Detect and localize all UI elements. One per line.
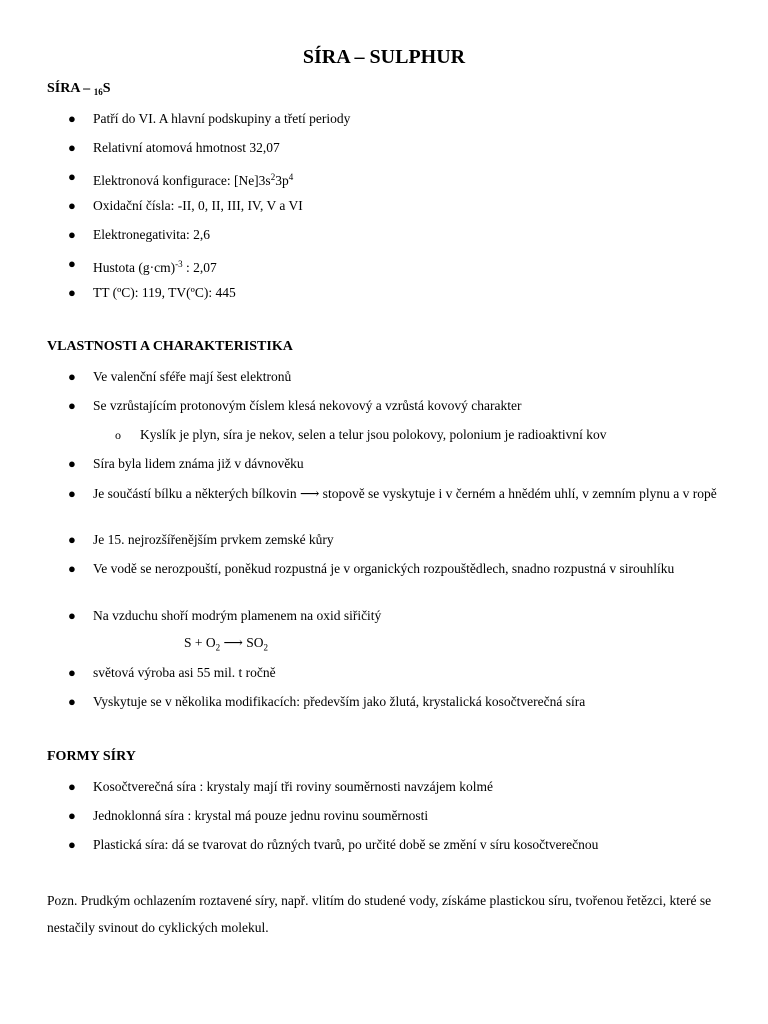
list-item: ● Je součástí bílku a některých bílkovin ⟶ stopově se vyskytuje i v černém a hnědém uhlí, v zemním plynu a v ropě	[68, 486, 717, 501]
list-item: ● Patří do VI. A hlavní podskupiny a třetí periody	[68, 111, 351, 126]
list-item: ● Kosočtverečná síra : krystaly mají tři roviny souměrnosti navzájem kolmé	[68, 779, 494, 794]
list-item: ● Vyskytuje se v několika modifikacích: především jako žlutá, krystalická kosočtverečná síra	[68, 694, 586, 709]
bullet-icon: ●	[68, 561, 76, 576]
bullet-icon: ●	[68, 227, 76, 242]
bullet-icon: ●	[68, 694, 76, 709]
list-item: ● Ve vodě se nerozpouští, poněkud rozpustná je v organických rozpouštědlech, snadno rozpustná v sirouhlíku	[68, 561, 675, 576]
bullet-icon: ●	[68, 398, 76, 413]
bullet-icon: ●	[68, 140, 76, 155]
list-item: ● TT (ºC): 119, TV(ºC): 445	[68, 285, 236, 300]
list-item: ● Na vzduchu shoří modrým plamenem na oxid siřičitý	[68, 608, 382, 623]
list-item: ● Ve valenční sféře mají šest elektronů	[68, 369, 292, 384]
bullet-icon: ●	[68, 285, 76, 300]
list-item: ● Oxidační čísla: -II, 0, II, III, IV, V a VI	[68, 198, 303, 213]
section-heading-sira: SÍRA – $_{16}$S	[47, 81, 111, 97]
section-heading-vlastnosti: VLASTNOSTI A CHARAKTERISTIKA	[47, 339, 293, 354]
list-item: ● Síra byla lidem známa již v dávnověku	[68, 456, 304, 471]
bullet-icon: ●	[68, 779, 76, 794]
chemical-equation: $S + O_2$ ⟶ $SO_2$	[184, 635, 268, 653]
list-item: ● Elektronová konfigurace: $[Ne]3s^23p^4$	[68, 169, 294, 188]
bullet-icon: ●	[68, 111, 76, 126]
list-item: ● Elektronegativita: 2,6	[68, 227, 210, 242]
bullet-icon: ●	[68, 532, 76, 547]
page-title: SÍRA – SULPHUR	[302, 46, 466, 68]
bullet-icon: ●	[68, 837, 76, 852]
bullet-icon: ●	[68, 608, 76, 623]
bullet-icon: ●	[68, 369, 76, 384]
list-item: ● světová výroba asi 55 mil. t ročně	[68, 665, 276, 680]
bullet-icon: ●	[68, 198, 76, 213]
bullet-icon: ●	[68, 665, 76, 680]
bullet-icon: ●	[68, 256, 76, 271]
bullet-icon: ●	[68, 808, 76, 823]
bullet-icon: ●	[68, 456, 76, 471]
section-heading-formy: FORMY SÍRY	[47, 749, 136, 764]
note-paragraph: Pozn. Prudkým ochlazením roztavené síry, např. vlitím do studené vody, získáme plastickou síru, tvořenou řetězci, které se nestačily svinout do cyklických molekul.	[47, 893, 712, 935]
list-item: ● Relativní atomová hmotnost 32,07	[68, 140, 280, 155]
list-item: ● Jednoklonná síra : krystal má pouze jednu rovinu souměrnosti	[68, 808, 429, 823]
list-item: ● Plastická síra: dá se tvarovat do různých tvarů, po určité době se změní v síru kosočtverečnou	[68, 837, 599, 852]
bullet-icon: ●	[68, 486, 76, 501]
circle-bullet-icon: o	[115, 428, 121, 442]
sub-list-item: o Kyslík je plyn, síra je nekov, selen a telur jsou polokovy, polonium je radioaktivní kov	[115, 427, 607, 442]
list-item: ● Se vzrůstajícím protonovým číslem klesá nekovový a vzrůstá kovový charakter	[68, 398, 522, 413]
bullet-icon: ●	[68, 169, 76, 184]
list-item: ● Hustota $(g\cdot cm)^{-3}$ : 2,07	[68, 256, 217, 275]
list-item: ● Je 15. nejrozšířenějším prvkem zemské kůry	[68, 532, 334, 547]
